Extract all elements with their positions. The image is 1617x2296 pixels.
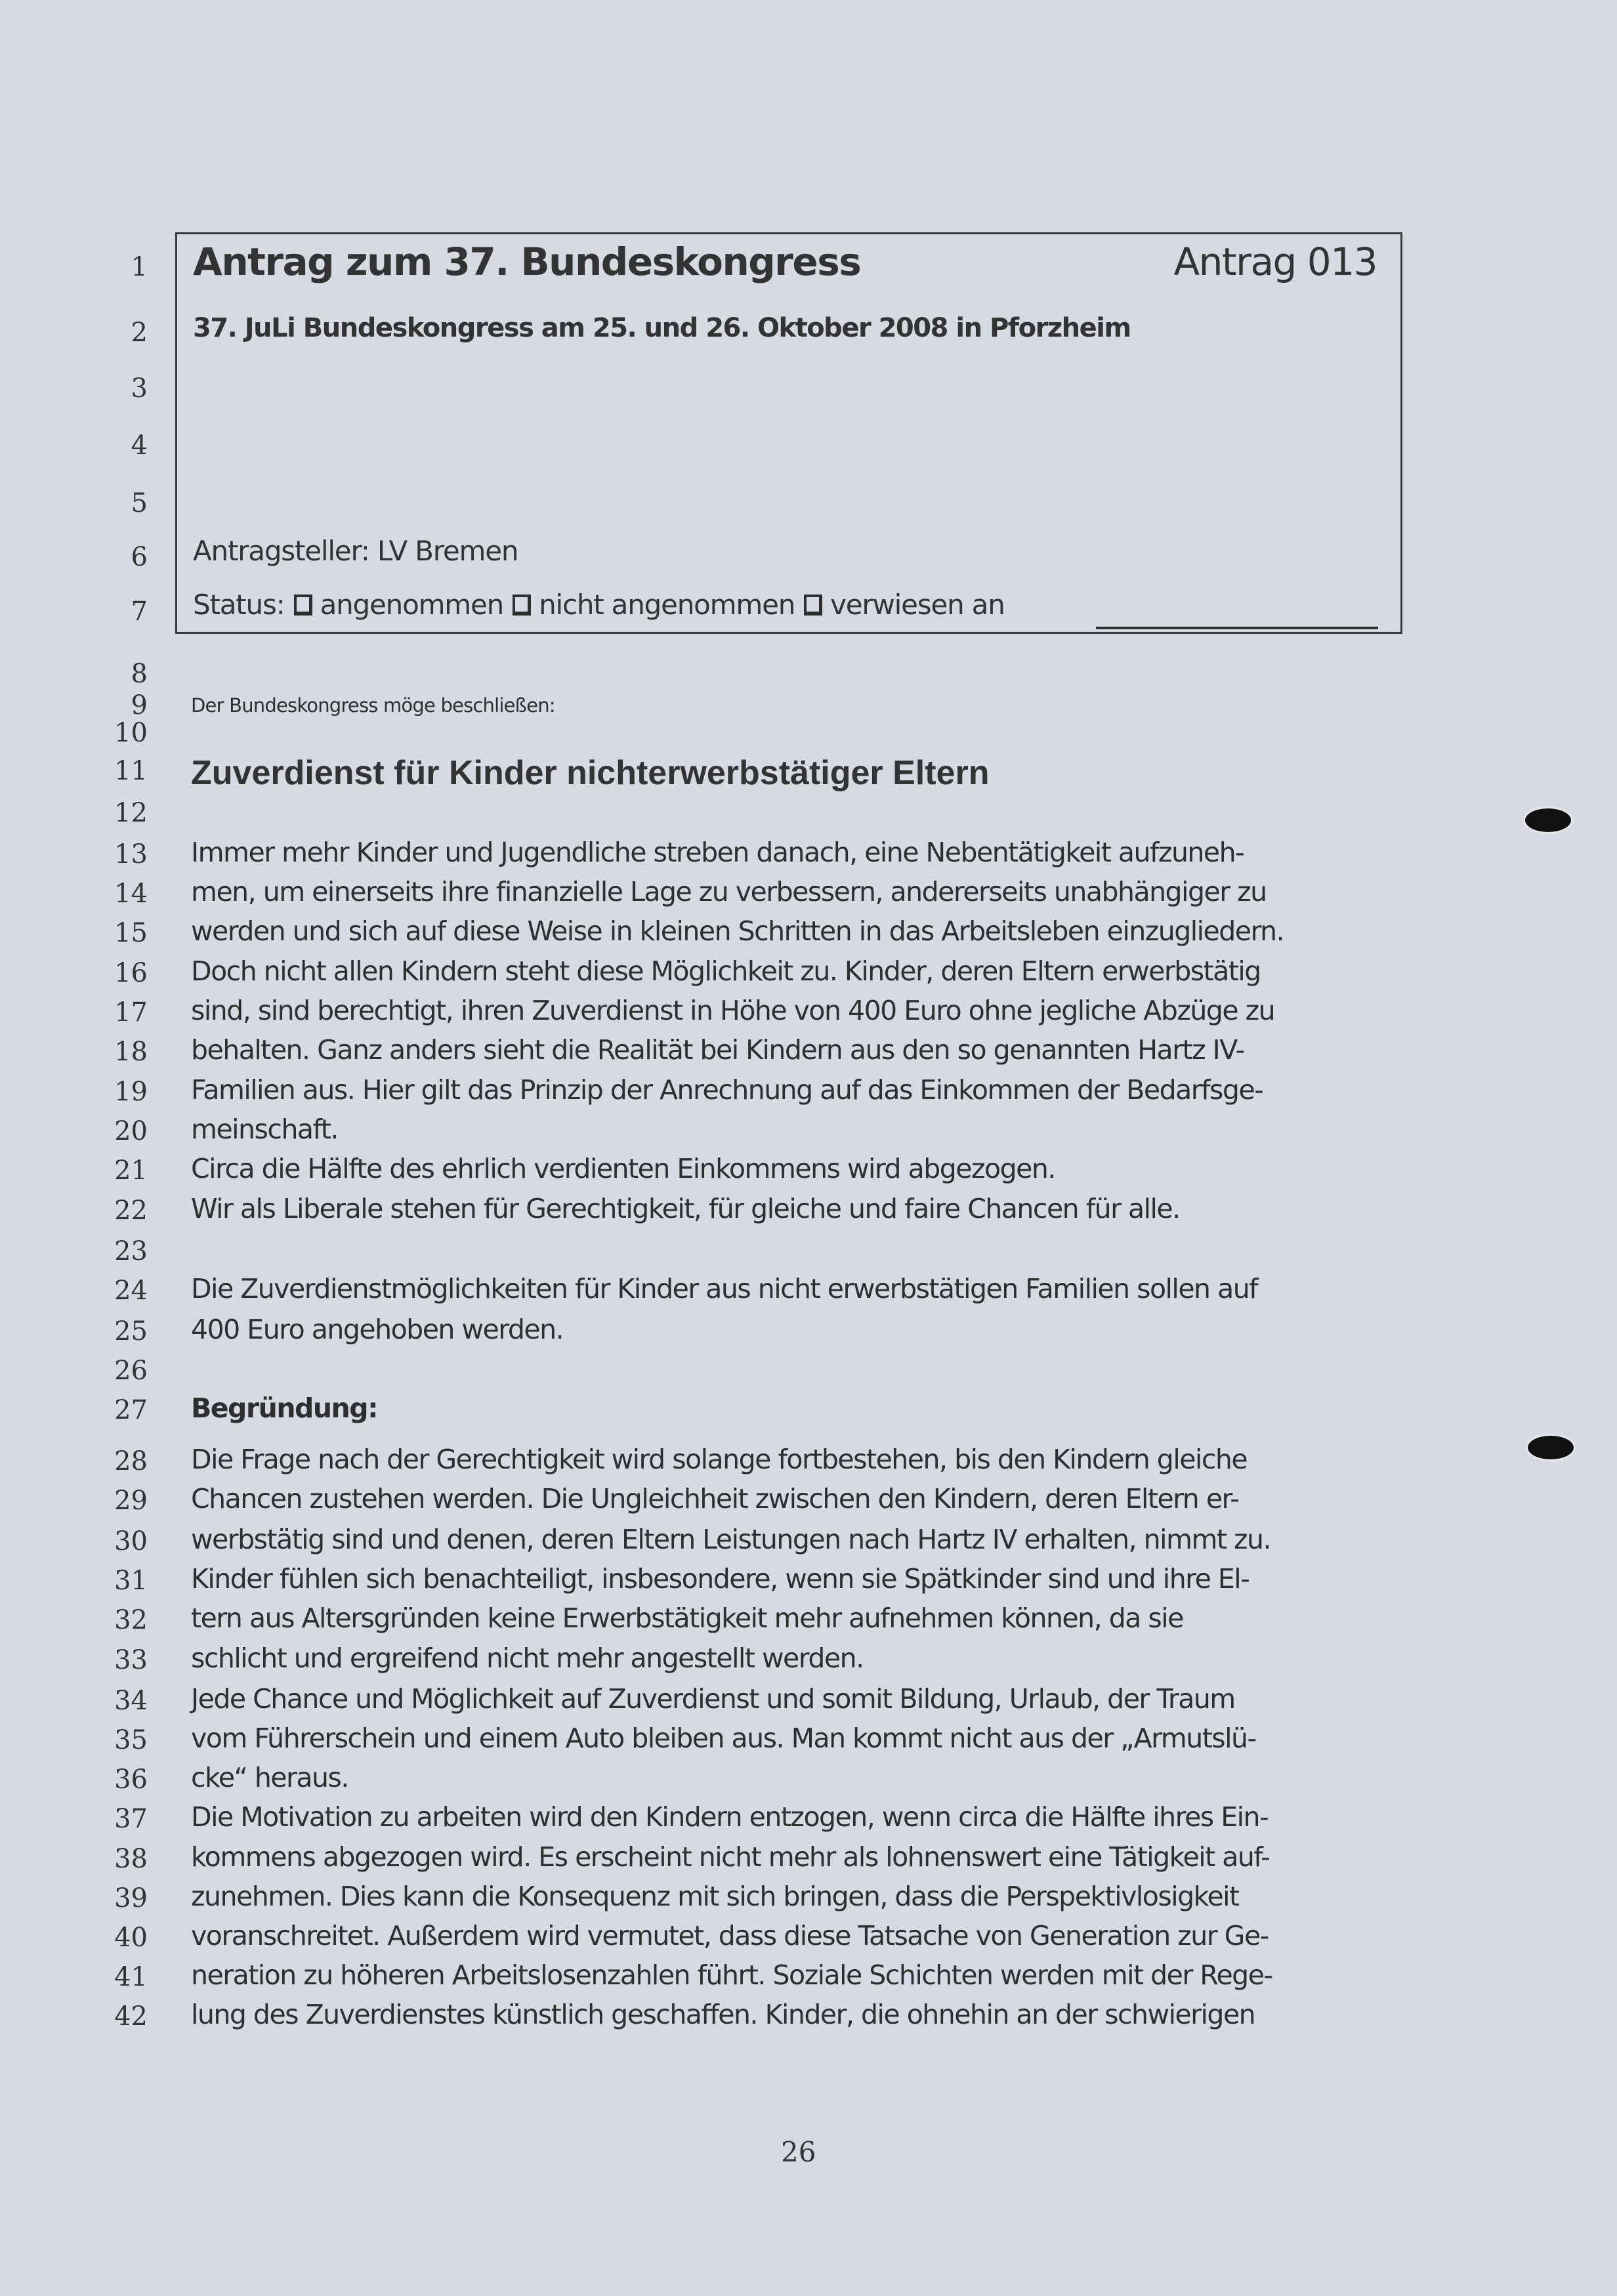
status-option-referred: verwiesen an: [830, 589, 1005, 621]
line-number: 25: [114, 1316, 148, 1346]
text-line: Die Frage nach der Gerechtigkeit wird solange fortbestehen, bis den Kindern gleiche: [191, 1444, 1248, 1475]
line-number: 14: [114, 879, 148, 909]
line-number: 20: [114, 1116, 148, 1146]
line-number: 17: [114, 997, 148, 1028]
line-number: 7: [131, 596, 148, 627]
line-number: 4: [131, 430, 148, 461]
line-number: 38: [114, 1844, 148, 1874]
punch-hole: [1525, 808, 1571, 832]
status-option-accepted: angenommen: [320, 589, 504, 621]
status-option-rejected: nicht angenommen: [539, 589, 795, 621]
motion-title: Zuverdienst für Kinder nichterwerbstätiger Eltern: [191, 754, 990, 792]
text-line: Familien aus. Hier gilt das Prinzip der Anrechnung auf das Einkommen der Bedarfsge-: [191, 1074, 1263, 1106]
referral-blank-line: [1096, 627, 1378, 629]
congress-subtitle: 37. JuLi Bundeskongress am 25. und 26. Oktober 2008 in Pforzheim: [193, 313, 1131, 343]
text-line: Chancen zustehen werden. Die Ungleichheit zwischen den Kindern, deren Eltern er-: [191, 1483, 1239, 1514]
line-number: 15: [114, 918, 148, 948]
text-line: lung des Zuverdienstes künstlich geschaffen. Kinder, die ohnehin an der schwierigen: [191, 1999, 1255, 2030]
motion-header-box: [175, 232, 1402, 634]
reasoning-heading: Begründung:: [191, 1392, 377, 1424]
line-number: 19: [114, 1077, 148, 1107]
text-line: 400 Euro angehoben werden.: [191, 1314, 564, 1345]
checkbox-icon: [294, 595, 312, 616]
text-line: vom Führerschein und einem Auto bleiben aus. Man kommt nicht aus der „Armutslü-: [191, 1722, 1256, 1754]
text-line: kommens abgezogen wird. Es erscheint nicht mehr als lohnenswert eine Tätigkeit auf-: [191, 1841, 1270, 1873]
text-line: Die Motivation zu arbeiten wird den Kindern entzogen, wenn circa die Hälfte ihres Ein-: [191, 1801, 1269, 1833]
applicant-label: Antragsteller: LV Bremen: [193, 535, 518, 567]
text-line: neration zu höheren Arbeitslosenzahlen führt. Soziale Schichten werden mit der Rege-: [191, 1959, 1272, 1991]
line-number: 40: [114, 1923, 148, 1953]
text-line: tern aus Altersgründen keine Erwerbstätigkeit mehr aufnehmen können, da sie: [191, 1602, 1183, 1634]
text-line: schlicht und ergreifend nicht mehr angestellt werden.: [191, 1642, 864, 1674]
checkbox-icon: [804, 595, 822, 616]
line-number: 26: [114, 1356, 148, 1386]
text-line: Jede Chance und Möglichkeit auf Zuverdienst und somit Bildung, Urlaub, der Traum: [191, 1683, 1235, 1715]
text-line: voranschreitet. Außerdem wird vermutet, dass diese Tatsache von Generation zur Ge-: [191, 1920, 1269, 1952]
line-number: 9: [131, 690, 148, 720]
line-number: 37: [114, 1804, 148, 1834]
line-number: 33: [114, 1645, 148, 1675]
line-number: 41: [114, 1962, 148, 1992]
motion-header-title: Antrag zum 37. Bundeskongress: [193, 240, 861, 284]
line-number: 42: [114, 2001, 148, 2032]
line-number: 13: [114, 839, 148, 869]
text-line: Circa die Hälfte des ehrlich verdienten Einkommens wird abgezogen.: [191, 1153, 1055, 1184]
line-number: 36: [114, 1764, 148, 1795]
text-line: Immer mehr Kinder und Jugendliche streben danach, eine Nebentätigkeit aufzuneh-: [191, 837, 1244, 868]
status-label: Status:: [193, 589, 285, 621]
line-number: 11: [114, 756, 148, 786]
checkbox-icon: [513, 595, 531, 616]
line-number: 28: [114, 1446, 148, 1476]
status-row: [193, 589, 1005, 621]
text-line: Doch nicht allen Kindern steht diese Möglichkeit zu. Kinder, deren Eltern erwerbstätig: [191, 955, 1261, 987]
text-line: men, um einerseits ihre finanzielle Lage zu verbessern, andererseits unabhängiger zu: [191, 876, 1267, 908]
resolution-intro: Der Bundeskongress möge beschließen:: [191, 694, 555, 717]
text-line: zunehmen. Dies kann die Konsequenz mit sich bringen, dass die Perspektivlosigkeit: [191, 1881, 1239, 1912]
punch-hole: [1528, 1436, 1574, 1459]
line-number: 34: [114, 1686, 148, 1716]
text-line: werbstätig sind und denen, deren Eltern Leistungen nach Hartz IV erhalten, nimmt zu.: [191, 1524, 1271, 1555]
text-line: behalten. Ganz anders sieht die Realität bei Kindern aus den so genannten Hartz IV-: [191, 1034, 1244, 1066]
text-line: sind, sind berechtigt, ihren Zuverdienst in Höhe von 400 Euro ohne jegliche Abzüge zu: [191, 995, 1275, 1026]
line-number: 29: [114, 1486, 148, 1516]
line-number: 12: [114, 798, 148, 828]
text-line: Wir als Liberale stehen für Gerechtigkeit, für gleiche und faire Chancen für alle.: [191, 1193, 1180, 1224]
line-number: 30: [114, 1526, 148, 1556]
line-number: 23: [114, 1236, 148, 1266]
line-number: 21: [114, 1156, 148, 1186]
motion-number: Antrag 013: [1173, 240, 1377, 284]
line-number: 39: [114, 1883, 148, 1913]
page-number: 26: [781, 2136, 816, 2168]
line-number: 18: [114, 1037, 148, 1067]
text-line: meinschaft.: [191, 1114, 338, 1145]
line-number: 32: [114, 1605, 148, 1635]
text-line: Kinder fühlen sich benachteiligt, insbesondere, wenn sie Spätkinder sind und ihre El-: [191, 1563, 1250, 1595]
line-number: 3: [131, 373, 148, 404]
line-number: 5: [131, 488, 148, 518]
line-number: 16: [114, 958, 148, 988]
line-number: 35: [114, 1725, 148, 1755]
text-line: cke“ heraus.: [191, 1762, 348, 1793]
line-number: 1: [131, 252, 148, 282]
line-number: 8: [131, 659, 148, 689]
line-number: 10: [114, 718, 148, 748]
line-number: 27: [114, 1395, 148, 1425]
line-number: 31: [114, 1566, 148, 1596]
text-line: werden und sich auf diese Weise in kleinen Schritten in das Arbeitsleben einzugliedern.: [191, 915, 1284, 947]
line-number: 2: [131, 318, 148, 348]
line-number: 24: [114, 1276, 148, 1306]
text-line: Die Zuverdienstmöglichkeiten für Kinder aus nicht erwerbstätigen Familien sollen auf: [191, 1273, 1258, 1305]
line-number: 6: [131, 542, 148, 572]
line-number: 22: [114, 1196, 148, 1226]
